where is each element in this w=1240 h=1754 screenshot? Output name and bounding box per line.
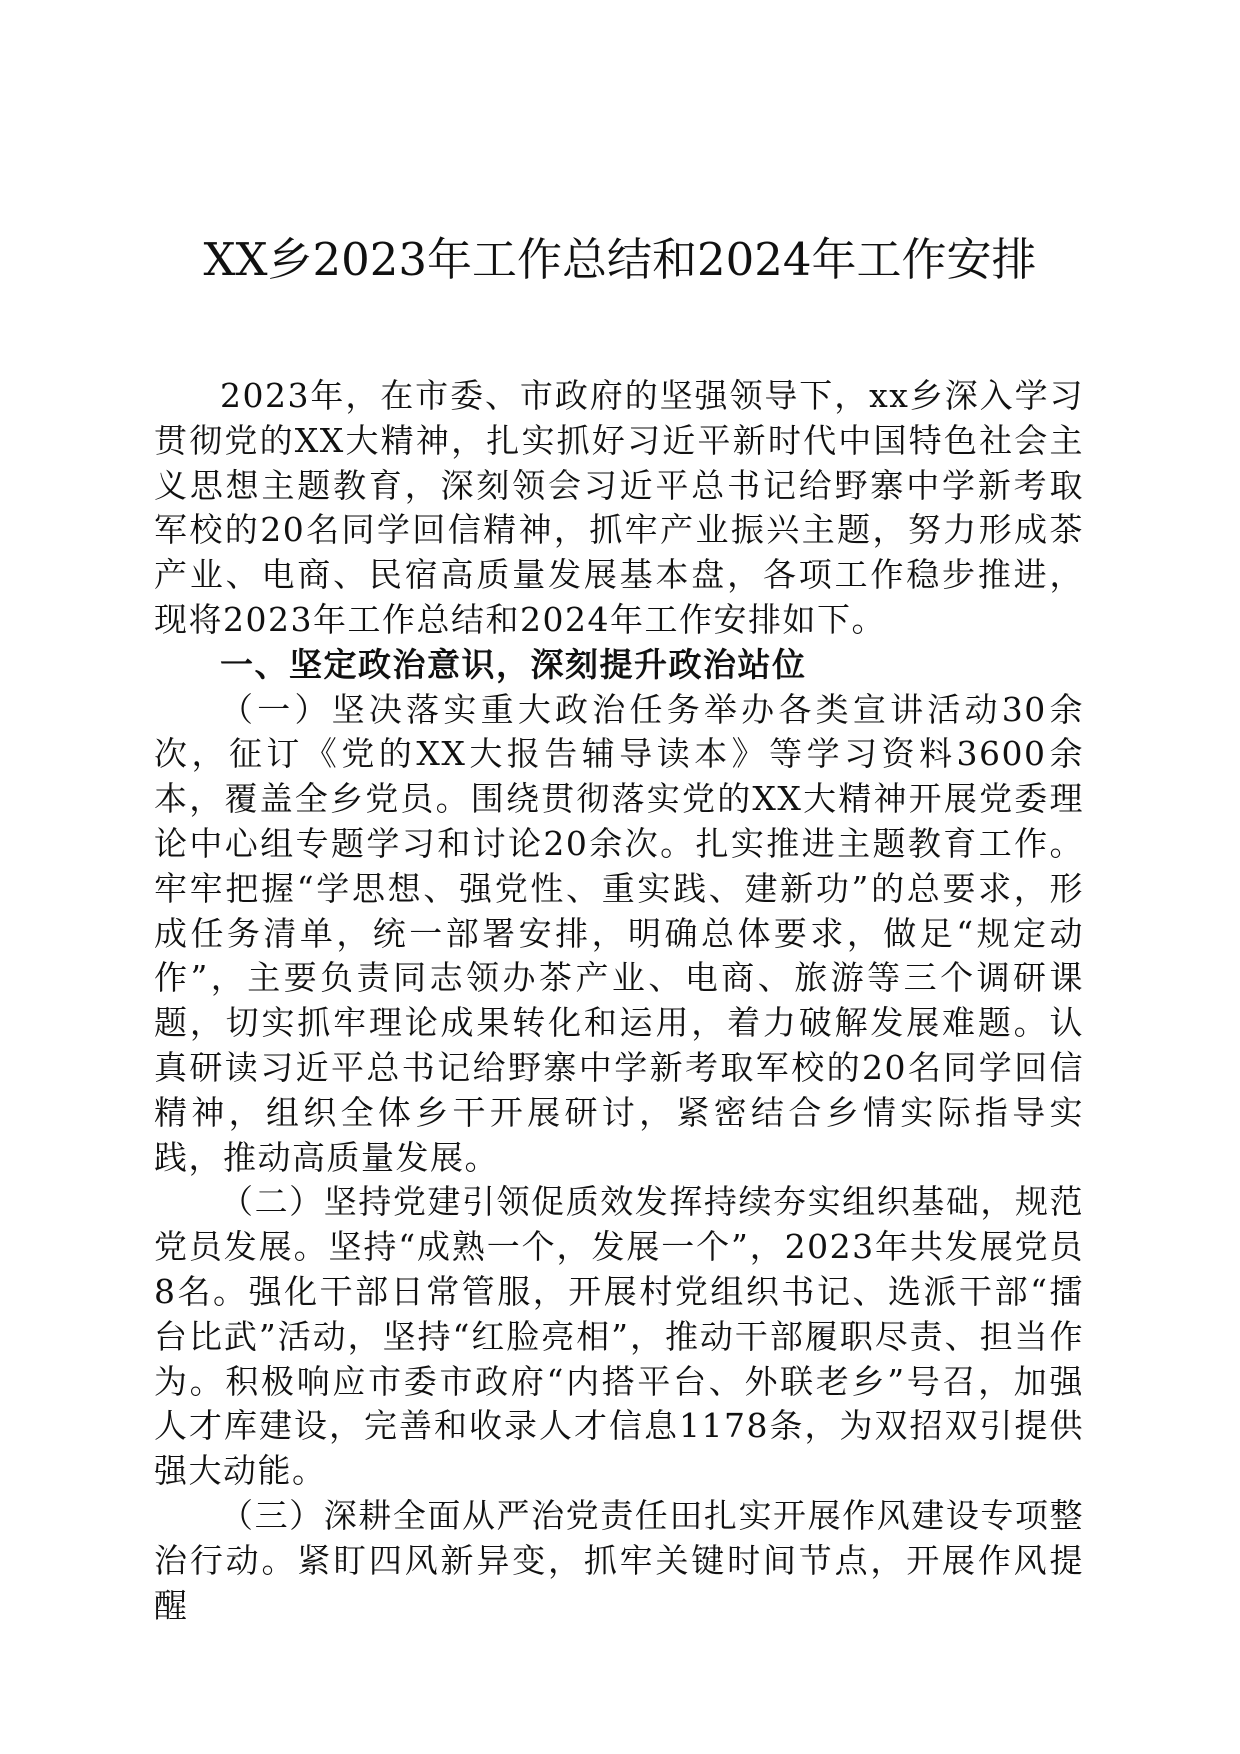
section-heading-1: 一、坚定政治意识，深刻提升政治站位: [220, 644, 807, 684]
document-body: [154, 374, 1084, 1628]
intro-paragraph: 2023年，在市委、市政府的坚强领导下，xx乡深入学习贯彻党的XX大精神，扎实抓好习近平新时代中国特色社会主义思想主题教育，深刻领会习近平总书记给野寨中学新考取军校的20名同学回信精神，抓牢产业振兴主题，努力形成茶产业、电商、民宿高质量发展基本盘，各项工作稳步推进，现将2023年工作总结和2024年工作安排如下。: [154, 376, 1084, 639]
document-title: XX乡2023年工作总结和2024年工作安排: [203, 233, 1037, 286]
paragraph-item-1: （一）坚决落实重大政治任务举办各类宣讲活动30余次，征订《党的XX大报告辅导读本》等学习资料3600余本，覆盖全乡党员。围绕贯彻落实党的XX大精神开展党委理论中心组专题学习和讨论20余次。扎实推进主题教育工作。牢牢把握“学思想、强党性、重实践、建新功”的总要求，形成任务清单，统一部署安排，明确总体要求，做足“规定动作”，主要负责同志领办茶产业、电商、旅游等三个调研课题，切实抓牢理论成果转化和运用，着力破解发展难题。认真研读习近平总书记给野寨中学新考取军校的20名同学回信精神，组织全体乡干开展研讨，紧密结合乡情实际指导实践，推动高质量发展。: [154, 689, 1084, 1177]
paragraph-item-2: （二）坚持党建引领促质效发挥持续夯实组织基础，规范党员发展。坚持“成熟一个，发展一个”，2023年共发展党员8名。强化干部日常管服，开展村党组织书记、选派干部“擂台比武”活动，坚持“红脸亮相”，推动干部履职尽责、担当作为。积极响应市委市政府“内搭平台、外联老乡”号召，加强人才库建设，完善和收录人才信息1178条，为双招双引提供强大动能。: [154, 1182, 1084, 1491]
paragraph-item-3: （三）深耕全面从严治党责任田扎实开展作风建设专项整治行动。紧盯四风新异变，抓牢关键时间节点，开展作风提醒: [154, 1495, 1084, 1625]
